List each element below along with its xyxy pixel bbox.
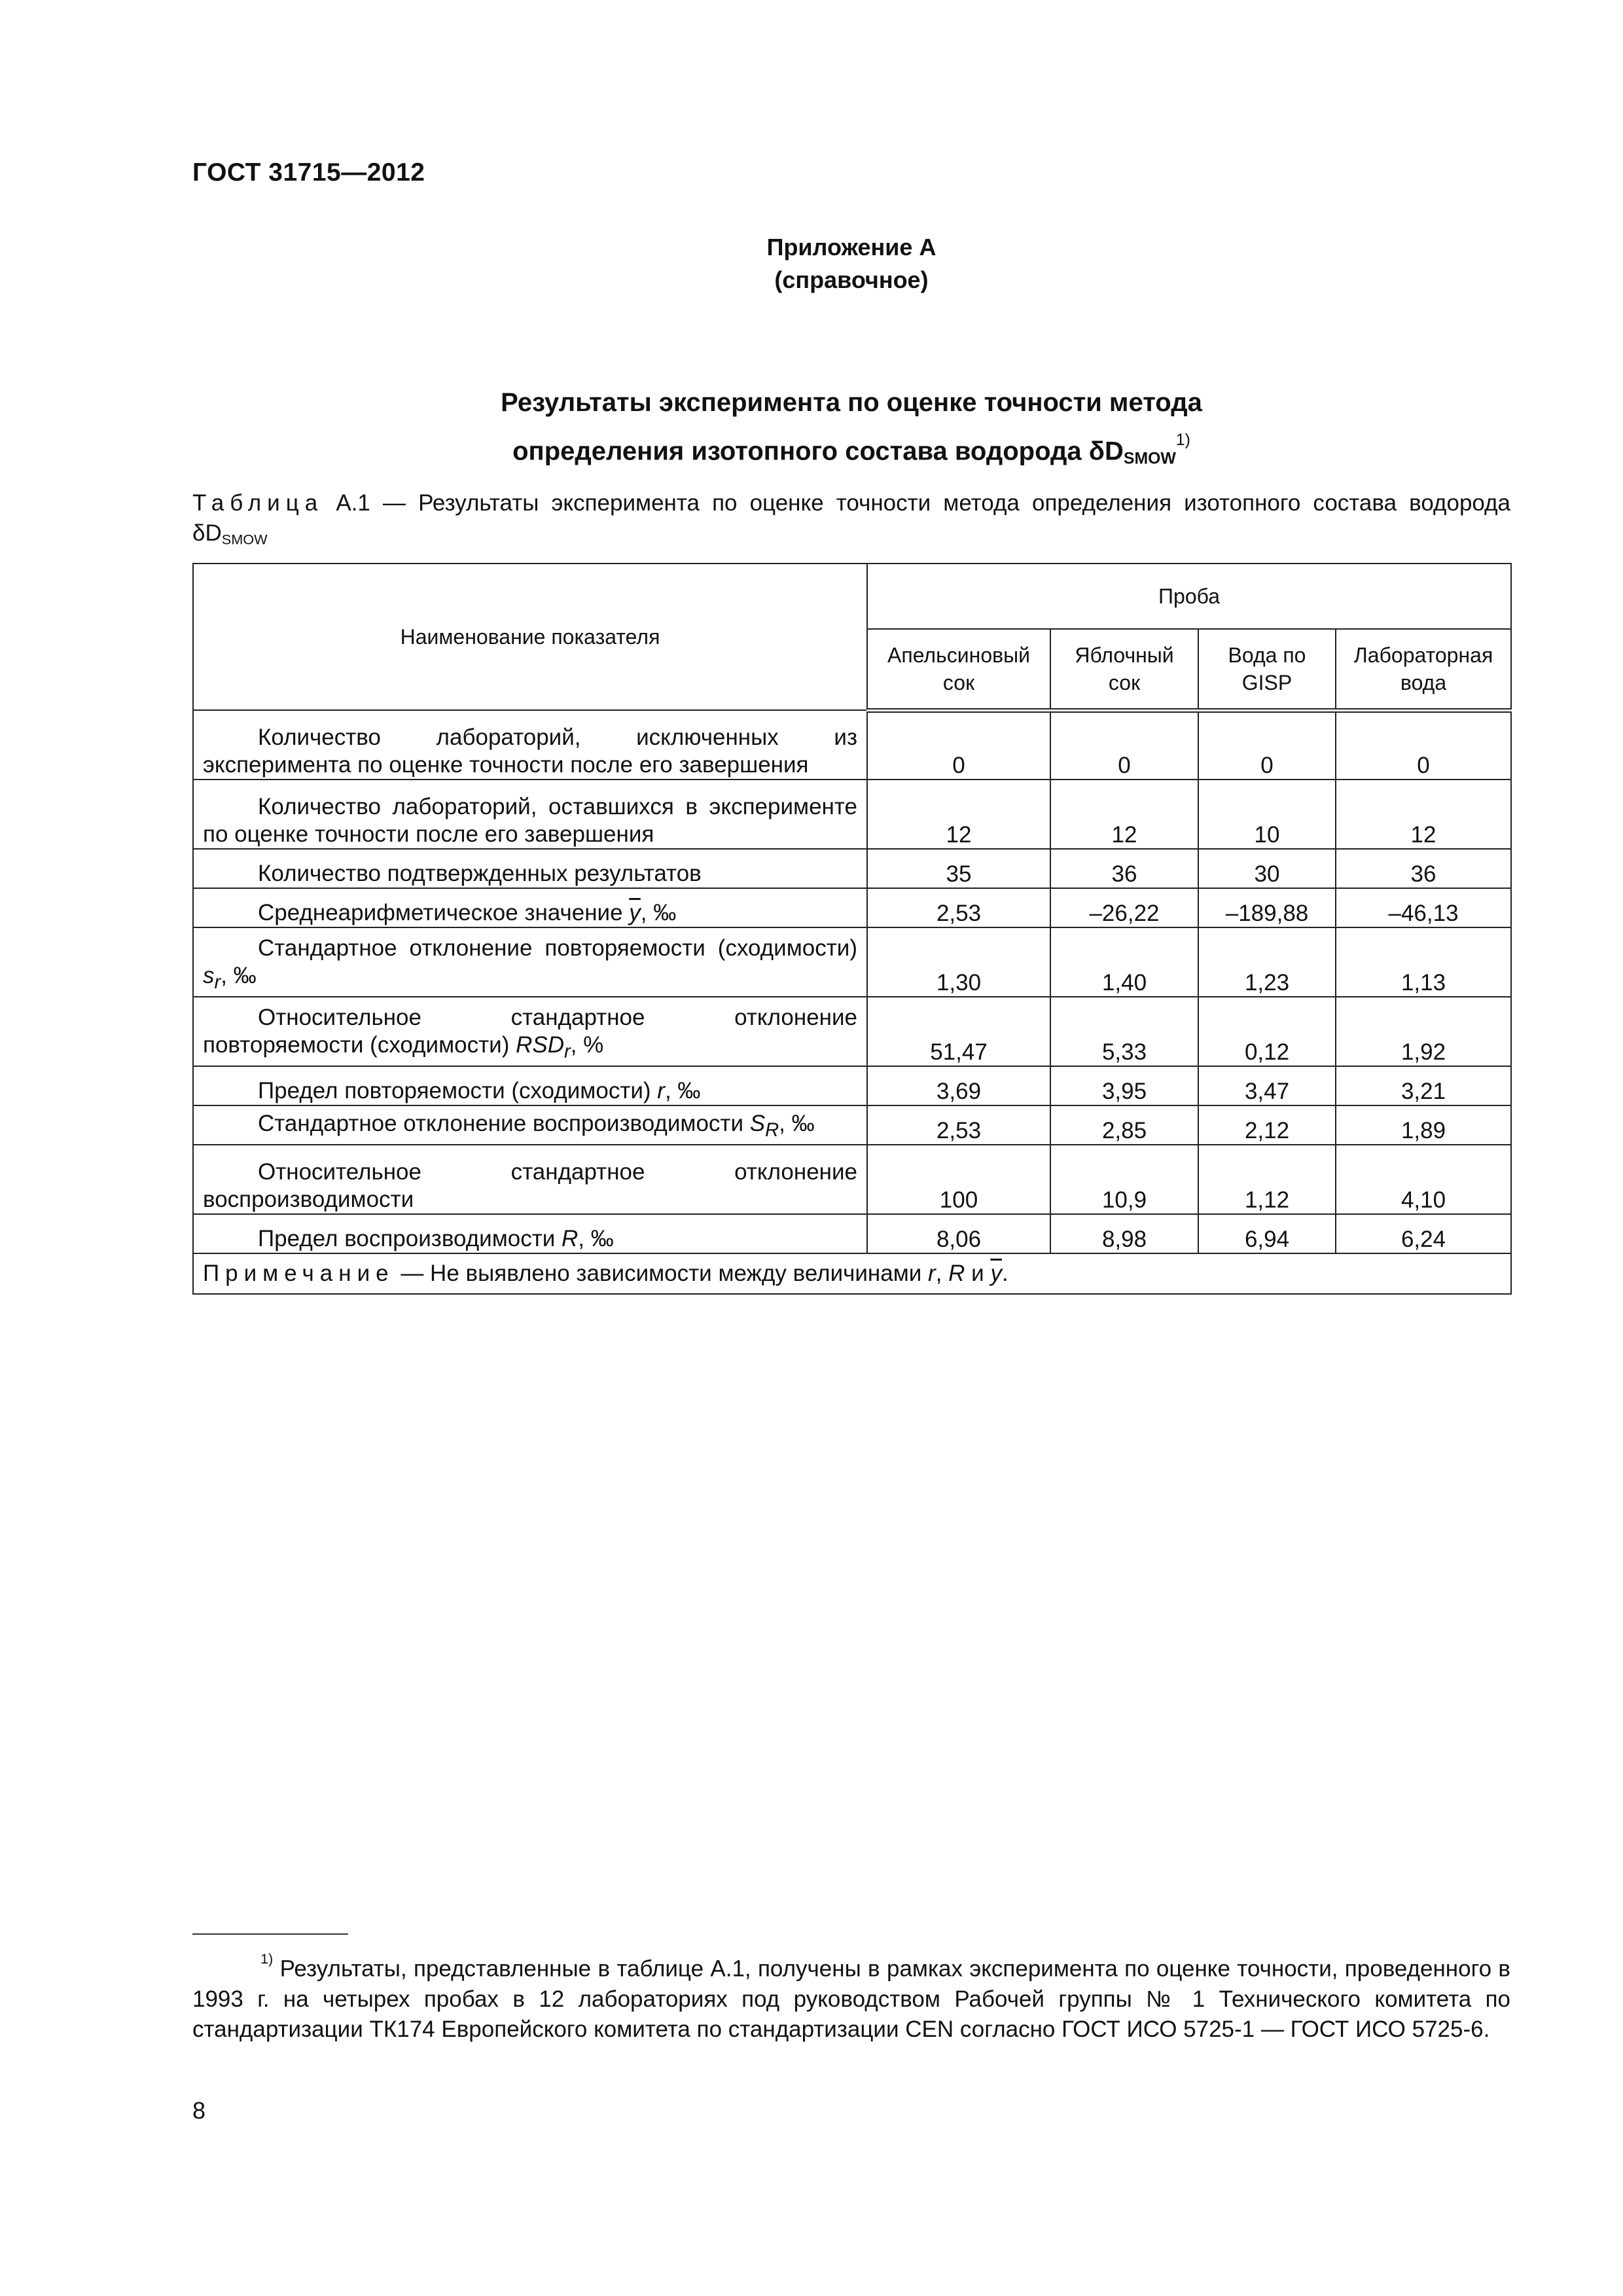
note-separator: и bbox=[965, 1261, 991, 1286]
row-label-unit: , ‰ bbox=[779, 1111, 815, 1136]
cell-value: 1,23 bbox=[1198, 927, 1336, 997]
row-label-subscript: r bbox=[214, 972, 221, 993]
row-label bbox=[193, 997, 867, 1066]
row-label bbox=[193, 888, 867, 927]
column-header: Яблочный сок bbox=[1050, 629, 1198, 710]
cell-value: 0 bbox=[1198, 710, 1336, 780]
cell-value: 51,47 bbox=[867, 997, 1050, 1066]
row-label-text: Относительное стандартное отклонение повторяемости (сходимости) bbox=[203, 1005, 857, 1058]
table-row bbox=[193, 710, 1511, 780]
cell-value: 0 bbox=[867, 710, 1050, 780]
table-row bbox=[193, 997, 1511, 1066]
section-title bbox=[192, 384, 1510, 478]
cell-value: 1,40 bbox=[1050, 927, 1198, 997]
cell-value: 30 bbox=[1198, 849, 1336, 888]
table-row bbox=[193, 927, 1511, 997]
row-label-symbol: s bbox=[203, 963, 215, 988]
table-caption-subscript: SMOW bbox=[221, 531, 268, 548]
cell-value: 10 bbox=[1198, 780, 1336, 849]
header-sample-group: Проба bbox=[867, 564, 1511, 629]
cell-value: 3,21 bbox=[1336, 1066, 1511, 1105]
header-indicator: Наименование показателя bbox=[193, 564, 867, 710]
cell-value: 36 bbox=[1050, 849, 1198, 888]
cell-value: 6,94 bbox=[1198, 1214, 1336, 1253]
table-row bbox=[193, 849, 1511, 888]
cell-value: 2,12 bbox=[1198, 1105, 1336, 1145]
cell-value: 35 bbox=[867, 849, 1050, 888]
table-row bbox=[193, 888, 1511, 927]
row-label-symbol: S bbox=[749, 1111, 766, 1136]
cell-value: 8,06 bbox=[867, 1214, 1050, 1253]
table-caption-text: А.1 — Результаты эксперимента по оценке точности метода определения изотопного состава водорода δD bbox=[192, 490, 1510, 546]
cell-value: 1,12 bbox=[1198, 1145, 1336, 1214]
table-caption-prefix: Таблица bbox=[192, 490, 324, 516]
note-separator: , bbox=[935, 1261, 949, 1286]
cell-value: 6,24 bbox=[1336, 1214, 1511, 1253]
cell-value: 12 bbox=[1336, 780, 1511, 849]
cell-value: –46,13 bbox=[1336, 888, 1511, 927]
cell-value: 2,85 bbox=[1050, 1105, 1198, 1145]
cell-value: 2,53 bbox=[867, 1105, 1050, 1145]
appendix-type: (справочное) bbox=[774, 266, 929, 293]
row-label: Количество лабораторий, исключенных из эксперимента по оценке точности после его завершения bbox=[193, 710, 867, 780]
row-label: Относительное стандартное отклонение воспроизводимости bbox=[193, 1145, 867, 1214]
document-header: ГОСТ 31715—2012 bbox=[192, 158, 425, 187]
cell-value: 1,13 bbox=[1336, 927, 1511, 997]
cell-value: 2,53 bbox=[867, 888, 1050, 927]
footnote bbox=[192, 1944, 1510, 2045]
cell-value: 0,12 bbox=[1198, 997, 1336, 1066]
row-label bbox=[193, 1066, 867, 1105]
section-title-line1: Результаты эксперимента по оценке точности метода bbox=[501, 388, 1202, 417]
note-symbol: R bbox=[948, 1261, 965, 1286]
cell-value: 1,89 bbox=[1336, 1105, 1511, 1145]
page-number: 8 bbox=[192, 2097, 206, 2124]
table-header-row bbox=[193, 564, 1511, 629]
section-title-subscript: SMOW bbox=[1123, 450, 1176, 468]
mean-symbol: $\overline{y}$ bbox=[629, 900, 641, 925]
footnote-marker: 1) bbox=[260, 1950, 274, 1967]
row-label-symbol: RSD bbox=[516, 1032, 564, 1058]
table-note bbox=[193, 1253, 1511, 1294]
footnote-ref: 1) bbox=[1175, 431, 1190, 449]
table-row bbox=[193, 1105, 1511, 1145]
row-label-unit: , ‰ bbox=[640, 900, 677, 925]
cell-value: 0 bbox=[1050, 710, 1198, 780]
row-label-unit: , % bbox=[570, 1032, 604, 1058]
cell-value: 100 bbox=[867, 1145, 1050, 1214]
row-label-symbol: R bbox=[562, 1226, 579, 1251]
table-row bbox=[193, 1066, 1511, 1105]
row-label-unit: , ‰ bbox=[664, 1078, 701, 1103]
section-title-line2 bbox=[192, 422, 1510, 478]
footnote-divider bbox=[192, 1933, 348, 1935]
cell-value: 12 bbox=[1050, 780, 1198, 849]
table-note-row bbox=[193, 1253, 1511, 1294]
appendix-title: Приложение А bbox=[766, 234, 936, 260]
column-header: Апельсиновый сок bbox=[867, 629, 1050, 710]
results-table bbox=[192, 563, 1512, 1295]
column-header: Лабораторная вода bbox=[1336, 629, 1511, 710]
cell-value: 5,33 bbox=[1050, 997, 1198, 1066]
table-row bbox=[193, 1145, 1511, 1214]
cell-value: –189,88 bbox=[1198, 888, 1336, 927]
cell-value: 3,95 bbox=[1050, 1066, 1198, 1105]
mean-symbol: $\overline{y}$ bbox=[990, 1261, 1002, 1286]
row-label: Количество лабораторий, оставшихся в эксперименте по оценке точности после его завершения bbox=[193, 780, 867, 849]
cell-value: 1,92 bbox=[1336, 997, 1511, 1066]
cell-value: 1,30 bbox=[867, 927, 1050, 997]
row-label: Количество подтвержденных результатов bbox=[193, 849, 867, 888]
cell-value: –26,22 bbox=[1050, 888, 1198, 927]
table-row bbox=[193, 1214, 1511, 1253]
cell-value: 4,10 bbox=[1336, 1145, 1511, 1214]
footnote-text: Результаты, представленные в таблице А.1, получены в рамках эксперимента по оценке точности, проведенного в 1993 г. на четырех пробах в 12 лабораториях под руководством Рабочей группы № 1 Технического комитета по стандартизации ТК174 Европейского комитета по стандартизации CEN согласно ГОСТ ИСО 5725-1 — ГОСТ ИСО 5725-6. bbox=[192, 1956, 1510, 2042]
row-label bbox=[193, 927, 867, 997]
cell-value: 36 bbox=[1336, 849, 1511, 888]
table-row bbox=[193, 780, 1511, 849]
cell-value: 3,69 bbox=[867, 1066, 1050, 1105]
cell-value: 12 bbox=[867, 780, 1050, 849]
row-label-text: Предел повторяемости (сходимости) bbox=[258, 1078, 658, 1103]
row-label-text: Предел воспроизводимости bbox=[258, 1226, 562, 1251]
note-symbol: r bbox=[928, 1261, 936, 1286]
cell-value: 8,98 bbox=[1050, 1214, 1198, 1253]
row-label-text: Стандартное отклонение воспроизводимости bbox=[258, 1111, 750, 1136]
note-end: . bbox=[1001, 1261, 1008, 1286]
row-label-unit: , ‰ bbox=[221, 963, 257, 988]
note-text: — Не выявлено зависимости между величинами bbox=[394, 1261, 929, 1286]
cell-value: 0 bbox=[1336, 710, 1511, 780]
row-label-subscript: R bbox=[765, 1120, 779, 1141]
column-header: Вода по GISP bbox=[1198, 629, 1336, 710]
row-label bbox=[193, 1105, 867, 1145]
section-title-line2-text: определения изотопного состава водорода δD bbox=[512, 437, 1124, 466]
cell-value: 10,9 bbox=[1050, 1145, 1198, 1214]
row-label-text: Среднеарифметическое значение bbox=[258, 900, 630, 925]
note-prefix: Примечание bbox=[203, 1261, 395, 1286]
cell-value: 3,47 bbox=[1198, 1066, 1336, 1105]
row-label-symbol: r bbox=[657, 1078, 665, 1103]
table-caption bbox=[192, 488, 1510, 554]
row-label-text: Стандартное отклонение повторяемости (сходимости) bbox=[258, 935, 857, 961]
row-label-subscript: r bbox=[564, 1041, 571, 1062]
row-label bbox=[193, 1214, 867, 1253]
row-label-unit: , ‰ bbox=[578, 1226, 614, 1251]
